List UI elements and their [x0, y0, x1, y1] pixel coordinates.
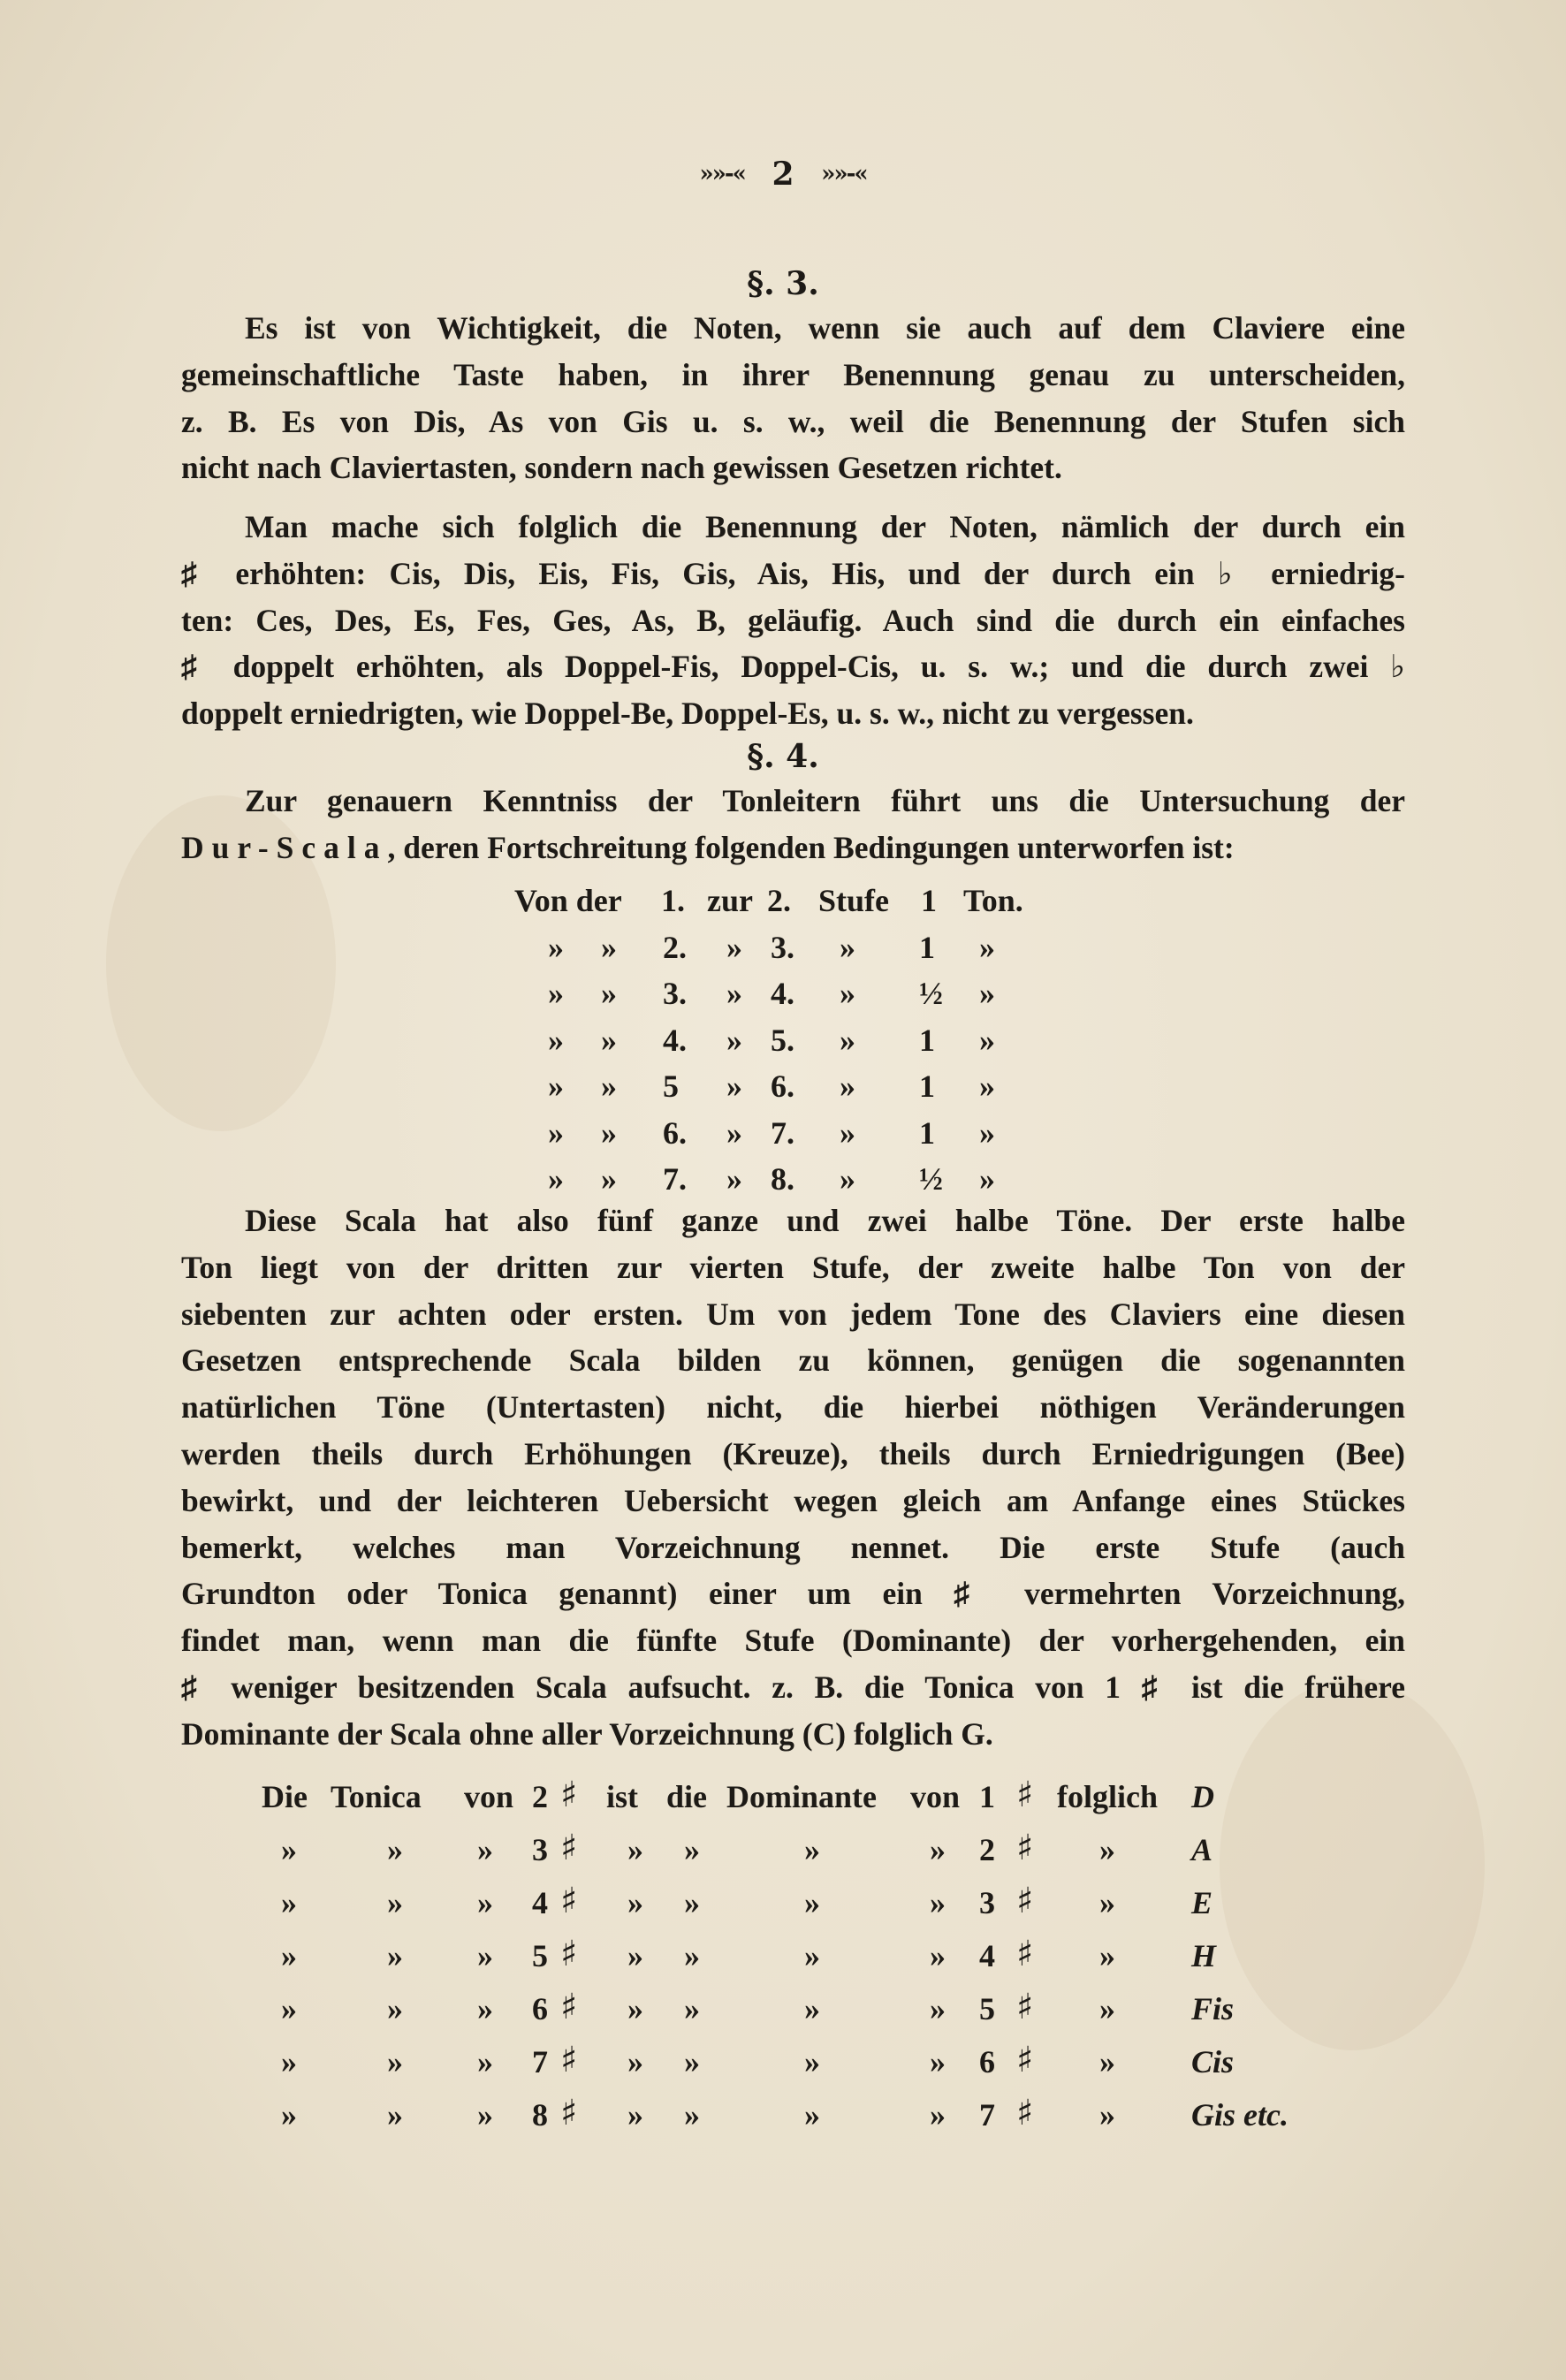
tonica-cell: » — [1099, 1991, 1115, 2026]
steps-cell: Stufe — [818, 883, 889, 918]
steps-cell: » — [726, 929, 742, 965]
tonica-cell: ♯ — [1016, 1828, 1034, 1868]
tonica-cell: » — [477, 1938, 493, 1973]
steps-cell: » — [548, 1068, 564, 1104]
tonica-cell: Dominante — [726, 1779, 877, 1814]
tonica-cell: » — [930, 1885, 946, 1920]
tonica-cell: ♯ — [1016, 2093, 1034, 2133]
tonica-cell: ♯ — [1016, 1775, 1034, 1815]
tonica-cell: » — [804, 2044, 820, 2080]
steps-cell: » — [548, 976, 564, 1011]
steps-cell: 8. — [771, 1161, 794, 1197]
text-line: Zur genauern Kenntniss der Tonleitern führt uns die Untersuchung der — [245, 783, 1405, 818]
steps-cell: » — [726, 1114, 742, 1151]
tonica-cell: » — [387, 1832, 403, 1867]
tonica-cell: Fis — [1191, 1991, 1235, 2026]
tonica-cell: ♯ — [560, 1987, 578, 2027]
steps-cell: » — [840, 929, 855, 965]
text-line: Dur-Scala, deren Fortschreitung folgenden Bedingungen unterworfen ist: — [181, 829, 1235, 865]
tonica-cell: » — [1099, 1885, 1115, 1920]
text-line: ♯ weniger besitzenden Scala aufsucht. z. B. die Tonica von 1 ♯ ist die frühere — [181, 1669, 1405, 1705]
steps-cell: » — [548, 1022, 564, 1058]
steps-cell: » — [726, 1022, 742, 1058]
steps-cell: » — [979, 976, 995, 1011]
tonica-cell: ♯ — [560, 2093, 578, 2133]
tonica-cell: » — [1099, 1832, 1115, 1867]
tonica-cell: » — [684, 1885, 700, 1920]
tonica-cell: ♯ — [1016, 1987, 1034, 2027]
tonica-cell: ist — [606, 1779, 638, 1814]
tonica-cell: 2 — [532, 1779, 548, 1814]
tonica-cell: » — [804, 2097, 820, 2133]
steps-cell: ½ — [919, 976, 943, 1011]
tonica-cell: » — [1099, 2097, 1115, 2133]
text-line: Dominante der Scala ohne aller Vorzeichnung (C) folglich G. — [181, 1715, 993, 1752]
steps-cell: » — [840, 976, 855, 1011]
steps-cell: » — [840, 1022, 855, 1058]
tonica-cell: 3 — [979, 1885, 995, 1920]
steps-cell: 4. — [663, 1022, 687, 1058]
text-line: Grundton oder Tonica genannt) einer um ein ♯ vermehrten Vorzeichnung, — [181, 1576, 1405, 1612]
tonica-cell: 5 — [979, 1991, 995, 2026]
steps-cell: 6. — [771, 1068, 794, 1104]
tonica-cell: Die — [262, 1779, 308, 1814]
tonica-cell: Cis — [1191, 2044, 1235, 2080]
tonica-cell: » — [684, 2097, 700, 2133]
text-line: Ton liegt von der dritten zur vierten Stufe, der zweite halbe Ton von der — [181, 1249, 1405, 1285]
tonica-cell: » — [281, 2044, 297, 2080]
tonica-cell: » — [281, 2097, 297, 2133]
tonica-cell: ♯ — [560, 2040, 578, 2080]
text-line: werden theils durch Erhöhungen (Kreuze), theils durch Erniedrigungen (Bee) — [181, 1435, 1405, 1471]
steps-cell: 7. — [771, 1114, 794, 1151]
steps-cell: 5 — [663, 1068, 679, 1104]
steps-cell: » — [601, 1114, 617, 1151]
tonica-cell: » — [627, 2044, 643, 2080]
ornament-left: »»-« — [699, 161, 745, 187]
tonica-cell: » — [684, 1938, 700, 1973]
tonica-cell: » — [930, 2097, 946, 2133]
steps-cell: » — [726, 1068, 742, 1104]
tonica-cell: » — [281, 1938, 297, 1973]
steps-cell: 2. — [767, 883, 791, 918]
tonica-cell: » — [930, 1832, 946, 1867]
tonica-cell: » — [281, 1991, 297, 2026]
steps-cell: 6. — [663, 1114, 687, 1151]
tonica-cell: ♯ — [1016, 2040, 1034, 2080]
tonica-cell: 1 — [979, 1779, 995, 1814]
steps-cell: » — [840, 1114, 855, 1151]
tonica-cell: » — [1099, 2044, 1115, 2080]
steps-cell: 1 — [921, 883, 937, 918]
section-heading-4: §. 4. — [747, 738, 819, 775]
key-name: Gis etc. — [1191, 2097, 1289, 2133]
text-line: gemeinschaftliche Taste haben, in ihrer Benennung genau zu unterscheiden, — [181, 356, 1405, 392]
steps-cell: 1. — [661, 883, 685, 918]
steps-cell: » — [840, 1161, 855, 1197]
steps-cell: » — [548, 1114, 564, 1151]
steps-cell: 1 — [919, 1022, 935, 1058]
tonica-cell: » — [684, 2044, 700, 2080]
tonica-cell: » — [477, 2097, 493, 2133]
steps-cell: » — [601, 976, 617, 1011]
tonica-cell: Tonica — [331, 1779, 422, 1814]
text-line: siebenten zur achten oder ersten. Um von jedem Tone des Claviers eine diesen — [181, 1296, 1405, 1332]
tonica-cell: A — [1191, 1832, 1213, 1867]
tonica-cell: D — [1191, 1779, 1214, 1814]
steps-cell: 1 — [919, 1114, 935, 1151]
text-line: Es ist von Wichtigkeit, die Noten, wenn sie auch auf dem Claviere eine — [245, 310, 1405, 346]
tonica-cell: » — [627, 1938, 643, 1973]
tonica-cell: 6 — [979, 2044, 995, 2080]
steps-cell: » — [979, 929, 995, 965]
steps-cell: Ton. — [963, 883, 1023, 918]
section3-paragraph-1 — [181, 305, 1405, 491]
section4-body — [181, 1198, 1405, 1758]
text-line: Gesetzen entsprechende Scala bilden zu können, genügen die sogenannten — [181, 1342, 1405, 1379]
section-heading-3: §. 3. — [747, 265, 819, 302]
tonica-cell: 4 — [979, 1938, 995, 1973]
steps-cell: » — [548, 1161, 564, 1197]
tonica-cell: 7 — [979, 2097, 995, 2133]
text-line: doppelt erniedrigten, wie Doppel-Be, Doppel-Es, u. s. w., nicht zu vergessen. — [181, 696, 1194, 732]
tonica-cell: » — [387, 2044, 403, 2080]
tonica-cell: E — [1191, 1885, 1213, 1920]
text-line: ♯ doppelt erhöhten, als Doppel-Fis, Doppel-Cis, u. s. w.; und die durch zwei ♭ — [181, 649, 1405, 685]
tonica-cell: » — [684, 1832, 700, 1867]
tonica-cell: » — [627, 2097, 643, 2133]
page-header — [0, 156, 1566, 193]
section3-paragraph-2 — [181, 504, 1405, 737]
tonica-cell: » — [804, 1938, 820, 1973]
steps-cell: » — [979, 1114, 995, 1151]
steps-cell: » — [726, 1161, 742, 1197]
steps-cell: » — [548, 929, 564, 965]
tonica-cell: » — [804, 1885, 820, 1920]
tonica-cell: » — [387, 1885, 403, 1920]
steps-cell: 3. — [663, 976, 687, 1011]
tonica-cell: von — [910, 1779, 961, 1814]
text-line: nicht nach Claviertasten, sondern nach gewissen Gesetzen richtet. — [181, 450, 1062, 486]
steps-cell: 5. — [771, 1022, 794, 1058]
text-line: natürlichen Töne (Untertasten) nicht, die hierbei nöthigen Veränderungen — [181, 1389, 1405, 1426]
tonica-cell: ♯ — [1016, 1934, 1034, 1974]
tonica-cell — [1191, 2096, 1289, 2133]
steps-cell: » — [726, 976, 742, 1011]
steps-cell: 1 — [919, 929, 935, 965]
tonica-cell: 5 — [532, 1938, 548, 1973]
steps-cell: 4. — [771, 976, 794, 1011]
tonica-cell: » — [281, 1832, 297, 1867]
tonica-cell: » — [627, 1832, 643, 1867]
tonica-cell: 3 — [532, 1832, 548, 1867]
steps-cell: 7. — [663, 1161, 687, 1197]
section4-intro — [181, 778, 1405, 871]
steps-cell: » — [979, 1022, 995, 1058]
steps-cell: » — [601, 1022, 617, 1058]
text-line: z. B. Es von Dis, As von Gis u. s. w., weil die Benennung der Stufen sich — [181, 403, 1405, 439]
tonica-cell: folglich — [1057, 1779, 1158, 1814]
steps-cell: » — [601, 1068, 617, 1104]
tonica-cell: » — [930, 1938, 946, 1973]
tonica-cell: » — [477, 1832, 493, 1867]
tonica-cell: » — [804, 1832, 820, 1867]
spaced-term: Dur-Scala — [181, 829, 388, 865]
tonica-cell: die — [666, 1779, 708, 1814]
steps-cell: Von der — [514, 883, 622, 918]
ornament-right: »»-« — [821, 161, 867, 187]
text-line: ♯ erhöhten: Cis, Dis, Eis, Fis, Gis, Ais, His, und der durch ein ♭ erniedrig- — [181, 555, 1405, 591]
tonica-cell: » — [387, 2097, 403, 2133]
steps-cell: » — [601, 929, 617, 965]
text-line: ten: Ces, Des, Es, Fes, Ges, As, B, geläufig. Auch sind die durch ein einfaches — [181, 602, 1405, 638]
tonica-cell: » — [387, 1938, 403, 1973]
tonica-cell: ♯ — [560, 1828, 578, 1868]
tonica-cell: » — [1099, 1938, 1115, 1973]
tonica-cell: » — [477, 2044, 493, 2080]
text-line: findet man, wenn man die fünfte Stufe (Dominante) der vorhergehenden, ein — [181, 1623, 1405, 1659]
tonica-cell: » — [627, 1885, 643, 1920]
text-line: bemerkt, welches man Vorzeichnung nennet. Die erste Stufe (auch — [181, 1529, 1405, 1565]
tonica-cell: » — [804, 1991, 820, 2026]
steps-cell: » — [840, 1068, 855, 1104]
tonica-cell: » — [930, 1991, 946, 2026]
tonica-cell: ♯ — [560, 1775, 578, 1815]
steps-cell: » — [601, 1161, 617, 1197]
tonica-cell: ♯ — [560, 1934, 578, 1974]
tonica-cell: 6 — [532, 1991, 548, 2026]
steps-cell: 1 — [919, 1068, 935, 1104]
tonica-cell: 4 — [532, 1885, 548, 1920]
tonica-cell: » — [477, 1991, 493, 2026]
text-line: bewirkt, und der leichteren Uebersicht wegen gleich am Anfange eines Stückes — [181, 1482, 1405, 1518]
tonica-cell: 7 — [532, 2044, 548, 2080]
tonica-cell: » — [281, 1885, 297, 1920]
tonica-cell: » — [684, 1991, 700, 2026]
tonica-cell: » — [627, 1991, 643, 2026]
tonica-cell: » — [387, 1991, 403, 2026]
tonica-cell: » — [930, 2044, 946, 2080]
tonica-cell: ♯ — [1016, 1881, 1034, 1921]
text-line: Man mache sich folglich die Benennung der Noten, nämlich der durch ein — [245, 509, 1405, 544]
tonica-cell: von — [464, 1779, 514, 1814]
tonica-cell: 2 — [979, 1832, 995, 1867]
steps-cell: 2. — [663, 929, 687, 965]
steps-cell: » — [979, 1161, 995, 1197]
tonica-cell: » — [477, 1885, 493, 1920]
steps-cell: ½ — [919, 1161, 943, 1197]
text-line: Diese Scala hat also fünf ganze und zwei halbe Töne. Der erste halbe — [245, 1203, 1405, 1238]
page-number: 2 — [772, 156, 794, 193]
tonica-cell: H — [1191, 1938, 1217, 1973]
tonica-cell: 8 — [532, 2097, 548, 2133]
steps-cell: zur — [707, 883, 753, 918]
steps-cell: 3. — [771, 929, 794, 965]
tonica-cell: ♯ — [560, 1881, 578, 1921]
steps-cell: » — [979, 1068, 995, 1104]
